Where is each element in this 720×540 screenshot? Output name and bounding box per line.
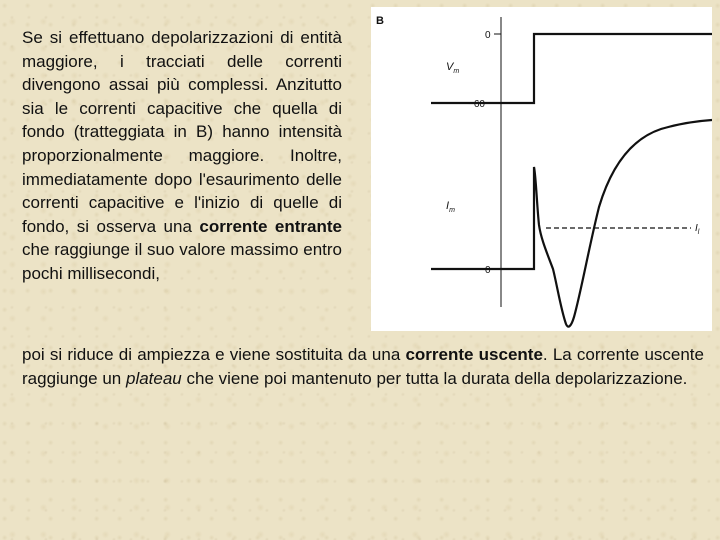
panel-label: B xyxy=(376,15,384,27)
vm-trace xyxy=(431,34,712,103)
continuation-text-b: . La corrente uscente raggiunge un xyxy=(22,345,704,388)
im-trace xyxy=(431,120,712,327)
continuation-paragraph xyxy=(22,343,704,390)
current-traces-svg xyxy=(371,7,712,331)
continuation-text-c: che viene poi mantenuto per tutta la durata della depolarizzazione. xyxy=(181,368,688,388)
intro-text-a: Se si effettuano depolarizzazioni di entità maggiore, i tracciati delle correnti divengono assai più complessi. Anzitutto sia le correnti capacitive che quella di fondo (tratteggiata in B) hanno intensità proporzionalmente maggiore. Inoltre, immediatamente dopo l'esaurimento delle correnti capacitive e l'inizio di quelle di fondo, si osserva una xyxy=(22,28,342,236)
intro-text-b: che raggiunge il suo valore massimo entro pochi millisecondi, xyxy=(22,240,342,283)
vm-tick-minus60: −60 xyxy=(468,99,485,110)
leak-current-label: $I_l$ xyxy=(695,223,700,236)
vm-tick-zero: 0 xyxy=(485,30,491,41)
im-tick-zero: 0 xyxy=(485,265,491,276)
inward-current-term: corrente entrante xyxy=(199,216,342,236)
outward-current-term: corrente uscente xyxy=(405,345,543,364)
current-traces-figure xyxy=(371,7,712,331)
plateau-term: plateau xyxy=(125,368,182,388)
vm-axis-label: $V_m$ xyxy=(446,61,460,75)
im-axis-label: $I_m$ xyxy=(446,200,455,214)
intro-paragraph xyxy=(22,26,342,286)
continuation-text-a: poi si riduce di ampiezza e viene sostituita da una xyxy=(22,345,406,364)
